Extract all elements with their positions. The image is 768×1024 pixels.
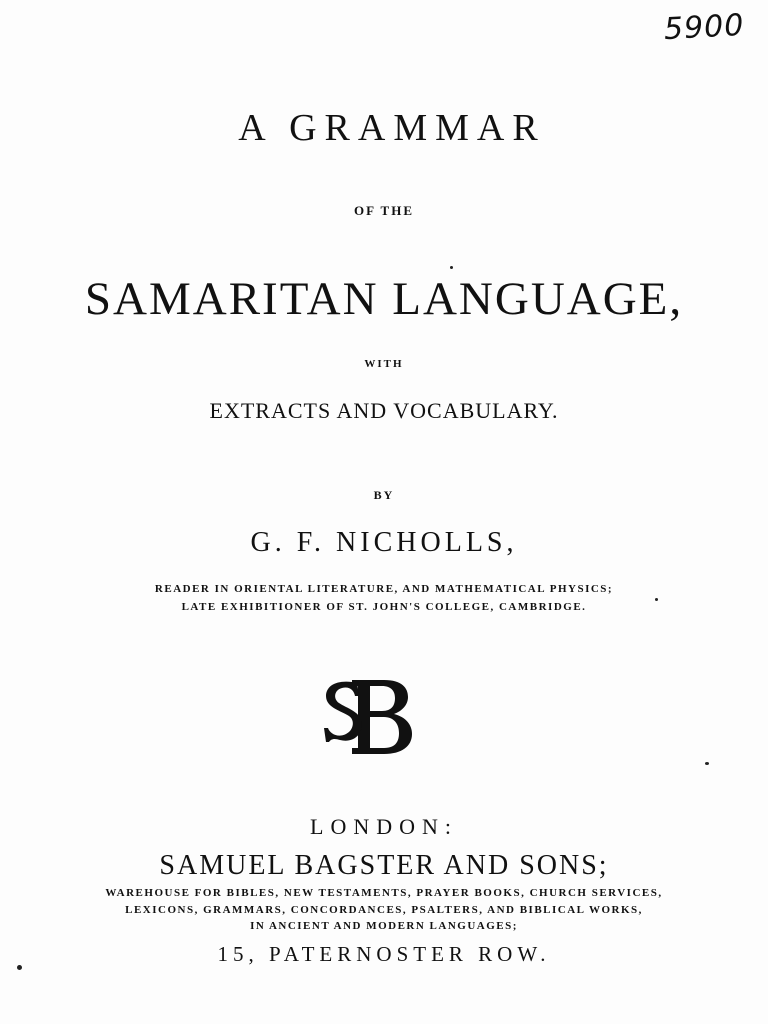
subtitle-connector: WITH xyxy=(364,358,404,370)
publisher-address: 15, PATERNOSTER ROW. xyxy=(217,942,551,966)
title-main: A GRAMMAR xyxy=(238,107,546,149)
author-name: G. F. NICHOLLS, xyxy=(250,527,518,558)
publisher-monogram-logo xyxy=(322,676,414,756)
author-credit-line-1: READER IN ORIENTAL LITERATURE, AND MATHEMATICAL PHYSICS; xyxy=(154,583,614,595)
author-credit-line-2: LATE EXHIBITIONER OF ST. JOHN'S COLLEGE, CAMBRIDGE. xyxy=(181,601,587,613)
svg-text:FF: FF xyxy=(377,727,395,742)
paper-speck xyxy=(705,762,709,765)
handwritten-shelfmark: 5900 xyxy=(663,7,746,48)
subtitle: EXTRACTS AND VOCABULARY. xyxy=(209,398,559,423)
paper-speck xyxy=(17,965,22,970)
title-subject: SAMARITAN LANGUAGE, xyxy=(84,273,684,325)
publisher-description-line-2: LEXICONS, GRAMMARS, CONCORDANCES, PSALTERS, AND BIBLICAL WORKS, xyxy=(125,904,643,916)
publisher-description-line-3: IN ANCIENT AND MODERN LANGUAGES; xyxy=(250,920,518,932)
imprint-city: LONDON: xyxy=(310,814,458,839)
publisher-description-line-1: WAREHOUSE FOR BIBLES, NEW TESTAMENTS, PRAYER BOOKS, CHURCH SERVICES, xyxy=(105,887,663,899)
paper-speck xyxy=(655,598,658,601)
svg-text:F: F xyxy=(380,693,389,708)
title-connector: OF THE xyxy=(353,203,415,218)
paper-speck xyxy=(450,266,453,269)
byline-label: BY xyxy=(373,488,395,502)
publisher-name: SAMUEL BAGSTER AND SONS; xyxy=(159,850,609,881)
